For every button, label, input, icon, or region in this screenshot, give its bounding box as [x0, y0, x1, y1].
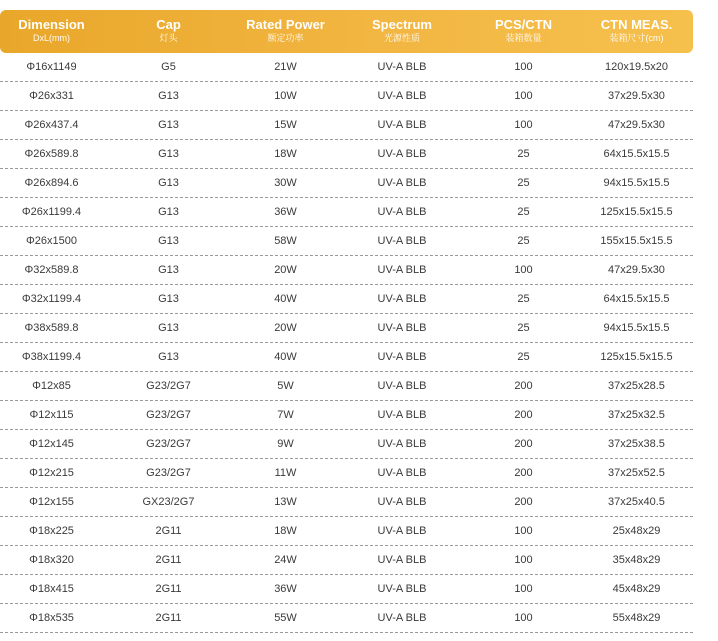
header-sublabel: 光源性质 — [383, 33, 420, 43]
pcs-ctn-cell: 200 — [514, 467, 533, 479]
ctn-meas-cell: 37x29.5x30 — [608, 90, 665, 102]
pcs-ctn-cell: 25 — [517, 177, 530, 189]
pcs-ctn-cell: 100 — [514, 90, 533, 102]
cap-cell: G5 — [161, 61, 176, 73]
spectrum-cell: UV-A BLB — [377, 612, 427, 624]
pcs-ctn-cell: 25 — [517, 235, 530, 247]
ctn-meas-cell: 94x15.5x15.5 — [603, 322, 670, 334]
header-label: Cap — [156, 17, 181, 32]
pcs-ctn-cell: 25 — [517, 206, 530, 218]
rated-power-cell: 58W — [274, 235, 297, 247]
header-sublabel: 灯头 — [159, 33, 178, 43]
dimension-cell: Φ12x215 — [29, 467, 74, 479]
header-pcs-ctn — [467, 10, 580, 53]
pcs-ctn-cell: 100 — [514, 61, 533, 73]
header-label: PCS/CTN — [494, 17, 553, 32]
header-label: Rated Power — [246, 17, 325, 32]
ctn-meas-cell: 37x25x38.5 — [608, 438, 665, 450]
cap-cell: G13 — [158, 293, 179, 305]
ctn-meas-cell: 125x15.5x15.5 — [600, 206, 673, 218]
cap-cell: 2G11 — [155, 612, 182, 624]
header-sublabel: 额定功率 — [267, 33, 304, 43]
spectrum-cell: UV-A BLB — [377, 177, 427, 189]
rated-power-cell: 30W — [274, 177, 297, 189]
dimension-cell: Φ18x225 — [29, 525, 74, 537]
dimension-cell: Φ26x1199.4 — [21, 206, 82, 218]
header-label: Dimension — [18, 17, 85, 32]
spectrum-cell: UV-A BLB — [377, 90, 427, 102]
dimension-cell: Φ38x589.8 — [24, 322, 79, 334]
table-row — [0, 169, 693, 198]
table-row — [0, 604, 693, 633]
spectrum-cell: UV-A BLB — [377, 351, 427, 363]
spectrum-cell: UV-A BLB — [377, 293, 427, 305]
ctn-meas-cell: 37x25x52.5 — [608, 467, 665, 479]
dimension-cell: Φ12x115 — [29, 409, 74, 421]
pcs-ctn-cell: 100 — [514, 554, 533, 566]
header-sublabel: 装箱数量 — [505, 33, 542, 43]
ctn-meas-cell: 25x48x29 — [612, 525, 661, 537]
ctn-meas-cell: 45x48x29 — [612, 583, 661, 595]
spectrum-cell: UV-A BLB — [377, 380, 427, 392]
ctn-meas-cell: 37x25x28.5 — [608, 380, 665, 392]
pcs-ctn-cell: 25 — [517, 293, 530, 305]
pcs-ctn-cell: 100 — [514, 612, 533, 624]
spectrum-cell: UV-A BLB — [377, 583, 427, 595]
dimension-cell: Φ38x1199.4 — [21, 351, 82, 363]
pcs-ctn-cell: 200 — [514, 409, 533, 421]
rated-power-cell: 5W — [277, 380, 294, 392]
pcs-ctn-cell: 200 — [514, 438, 533, 450]
header-sublabel: DxL(mm) — [33, 33, 70, 43]
spectrum-cell: UV-A BLB — [377, 496, 427, 508]
ctn-meas-cell: 64x15.5x15.5 — [603, 148, 670, 160]
cap-cell: G23/2G7 — [146, 467, 191, 479]
ctn-meas-cell: 37x25x40.5 — [608, 496, 665, 508]
rated-power-cell: 20W — [274, 264, 297, 276]
cap-cell: G23/2G7 — [146, 409, 191, 421]
rated-power-cell: 36W — [274, 206, 297, 218]
ctn-meas-cell: 35x48x29 — [612, 554, 661, 566]
spectrum-cell: UV-A BLB — [377, 525, 427, 537]
header-label: CTN MEAS. — [600, 17, 673, 32]
table-row — [0, 517, 693, 546]
rated-power-cell: 18W — [274, 525, 297, 537]
cap-cell: G13 — [158, 206, 179, 218]
spectrum-cell: UV-A BLB — [377, 61, 427, 73]
table-row — [0, 488, 693, 517]
dimension-cell: Φ26x1500 — [26, 235, 77, 247]
cap-cell: G13 — [158, 90, 179, 102]
table-row — [0, 430, 693, 459]
ctn-meas-cell: 47x29.5x30 — [608, 119, 665, 131]
dimension-cell: Φ18x320 — [29, 554, 74, 566]
table-header — [0, 10, 693, 53]
rated-power-cell: 9W — [277, 438, 294, 450]
dimension-cell: Φ12x155 — [29, 496, 74, 508]
ctn-meas-cell: 120x19.5x20 — [605, 61, 668, 73]
rated-power-cell: 11W — [274, 467, 297, 479]
dimension-cell: Φ32x1199.4 — [21, 293, 82, 305]
header-ctn-meas — [580, 10, 693, 53]
table-row — [0, 343, 693, 372]
rated-power-cell: 13W — [274, 496, 297, 508]
table-row — [0, 53, 693, 82]
rated-power-cell: 40W — [274, 293, 297, 305]
table-row — [0, 256, 693, 285]
dimension-cell: Φ32x589.8 — [24, 264, 79, 276]
cap-cell: G23/2G7 — [146, 438, 191, 450]
spectrum-cell: UV-A BLB — [377, 264, 427, 276]
cap-cell: 2G11 — [155, 554, 182, 566]
spectrum-cell: UV-A BLB — [377, 206, 427, 218]
rated-power-cell: 18W — [274, 148, 297, 160]
dimension-cell: Φ26x331 — [29, 90, 74, 102]
dimension-cell: Φ18x415 — [29, 583, 74, 595]
ctn-meas-cell: 37x25x32.5 — [608, 409, 665, 421]
ctn-meas-cell: 47x29.5x30 — [608, 264, 665, 276]
ctn-meas-cell: 64x15.5x15.5 — [603, 293, 670, 305]
rated-power-cell: 40W — [274, 351, 297, 363]
spectrum-cell: UV-A BLB — [377, 148, 427, 160]
rated-power-cell: 21W — [274, 61, 297, 73]
dimension-cell: Φ26x894.6 — [24, 177, 79, 189]
ctn-meas-cell: 94x15.5x15.5 — [603, 177, 670, 189]
pcs-ctn-cell: 25 — [517, 351, 530, 363]
spectrum-cell: UV-A BLB — [377, 119, 427, 131]
header-rated-power — [234, 10, 337, 53]
spectrum-cell: UV-A BLB — [377, 322, 427, 334]
ctn-meas-cell: 155x15.5x15.5 — [600, 235, 673, 247]
rated-power-cell: 20W — [274, 322, 297, 334]
pcs-ctn-cell: 25 — [517, 148, 530, 160]
product-spec-table — [0, 10, 693, 633]
rated-power-cell: 55W — [274, 612, 297, 624]
spectrum-cell: UV-A BLB — [377, 235, 427, 247]
dimension-cell: Φ26x589.8 — [24, 148, 79, 160]
table-row — [0, 401, 693, 430]
dimension-cell: Φ12x145 — [29, 438, 74, 450]
spectrum-cell: UV-A BLB — [377, 554, 427, 566]
header-spectrum — [337, 10, 467, 53]
rated-power-cell: 10W — [274, 90, 297, 102]
dimension-cell: Φ16x1149 — [26, 61, 77, 73]
header-sublabel: 装箱尺寸(cm) — [609, 33, 664, 43]
header-cap — [103, 10, 234, 53]
pcs-ctn-cell: 100 — [514, 264, 533, 276]
cap-cell: G23/2G7 — [146, 380, 191, 392]
dimension-cell: Φ18x535 — [29, 612, 74, 624]
spectrum-cell: UV-A BLB — [377, 409, 427, 421]
cap-cell: G13 — [158, 119, 179, 131]
ctn-meas-cell: 125x15.5x15.5 — [600, 351, 673, 363]
pcs-ctn-cell: 200 — [514, 380, 533, 392]
spectrum-cell: UV-A BLB — [377, 438, 427, 450]
rated-power-cell: 7W — [277, 409, 294, 421]
rated-power-cell: 36W — [274, 583, 297, 595]
cap-cell: G13 — [158, 322, 179, 334]
header-dimension — [0, 10, 103, 53]
dimension-cell: Φ26x437.4 — [24, 119, 79, 131]
cap-cell: G13 — [158, 235, 179, 247]
cap-cell: G13 — [158, 148, 179, 160]
table-row — [0, 140, 693, 169]
rated-power-cell: 24W — [274, 554, 297, 566]
table-row — [0, 459, 693, 488]
cap-cell: G13 — [158, 264, 179, 276]
table-body — [0, 53, 693, 633]
ctn-meas-cell: 55x48x29 — [612, 612, 661, 624]
table-row — [0, 372, 693, 401]
cap-cell: G13 — [158, 351, 179, 363]
table-row — [0, 227, 693, 256]
rated-power-cell: 15W — [274, 119, 297, 131]
cap-cell: G13 — [158, 177, 179, 189]
table-row — [0, 198, 693, 227]
pcs-ctn-cell: 100 — [514, 525, 533, 537]
table-row — [0, 82, 693, 111]
table-row — [0, 314, 693, 343]
header-label: Spectrum — [372, 17, 432, 32]
spectrum-cell: UV-A BLB — [377, 467, 427, 479]
table-row — [0, 546, 693, 575]
cap-cell: GX23/2G7 — [142, 496, 195, 508]
pcs-ctn-cell: 25 — [517, 322, 530, 334]
cap-cell: 2G11 — [155, 583, 182, 595]
cap-cell: 2G11 — [155, 525, 182, 537]
dimension-cell: Φ12x85 — [32, 380, 71, 392]
pcs-ctn-cell: 100 — [514, 119, 533, 131]
table-row — [0, 575, 693, 604]
pcs-ctn-cell: 100 — [514, 583, 533, 595]
table-row — [0, 111, 693, 140]
table-row — [0, 285, 693, 314]
pcs-ctn-cell: 200 — [514, 496, 533, 508]
